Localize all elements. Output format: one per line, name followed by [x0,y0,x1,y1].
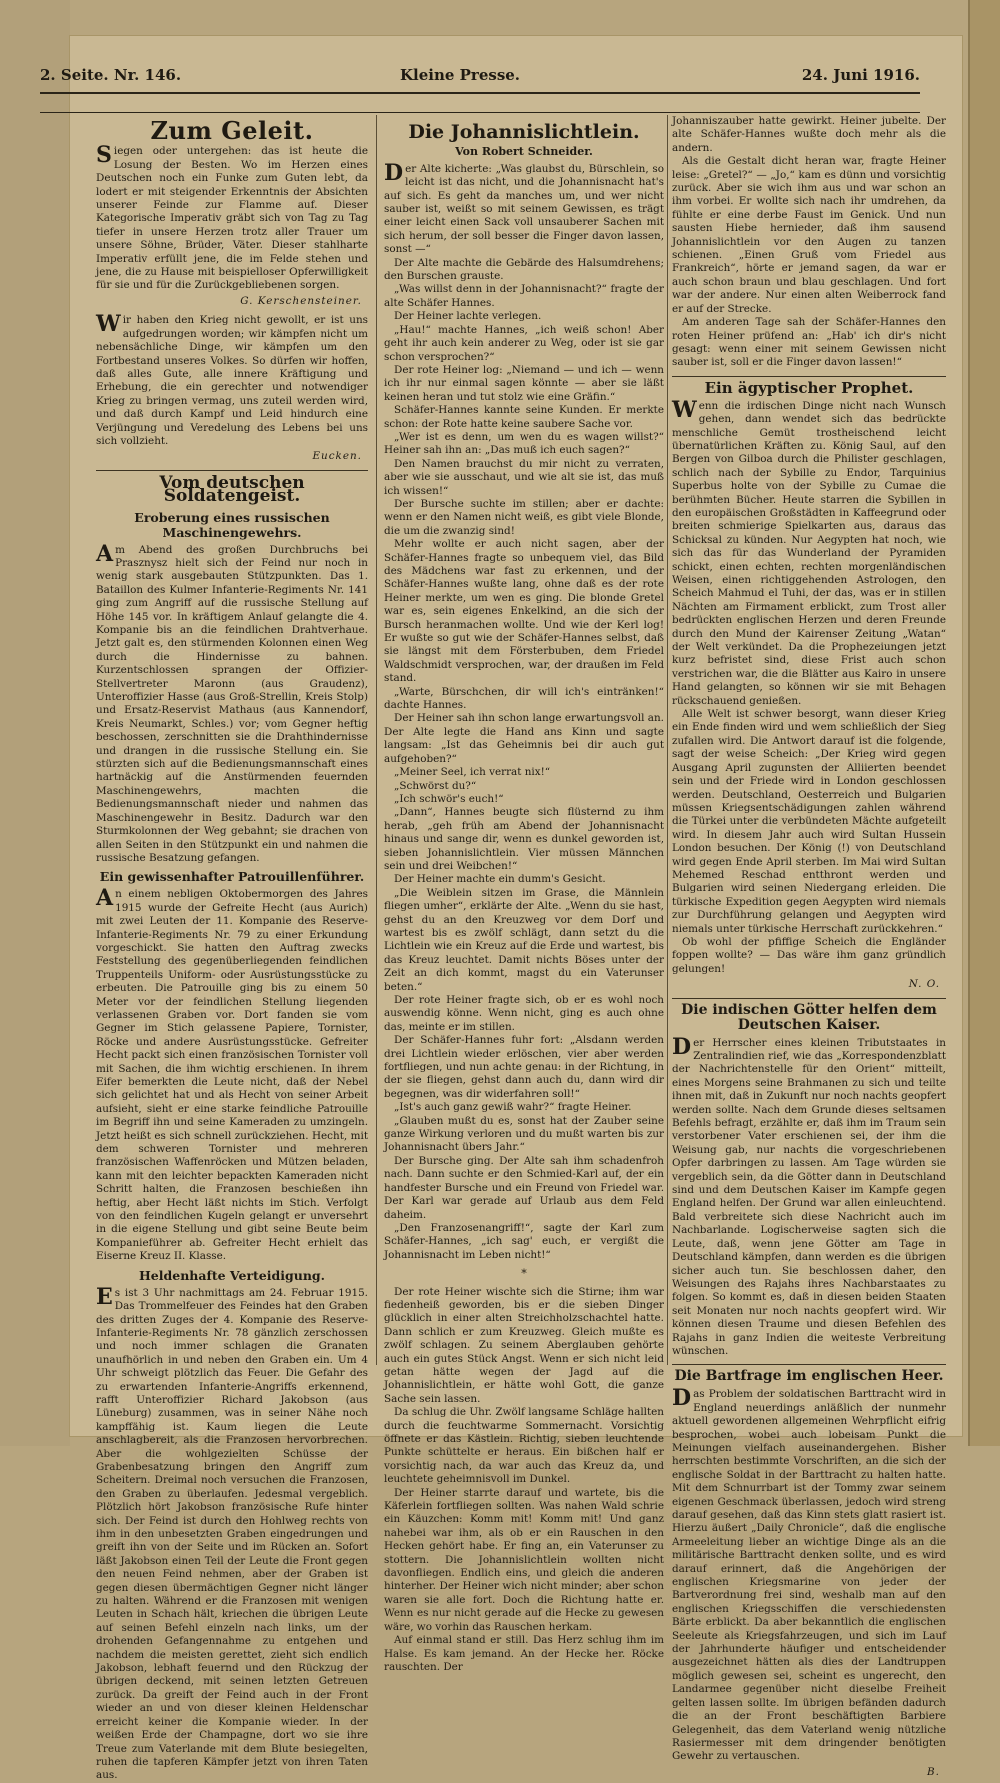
separator [672,376,946,377]
article-title-indische-goetter: Die indischen Götter helfen dem Deutschen Kaiser. [681,1001,937,1033]
paragraph: Am Abend des großen Durchbruchs bei Prasznysz hielt sich der Feind nur noch in wenig stark ausgebauten Stützpunkten. Das 1. Bataillon des Kulmer Infanterie-Regiments Nr. 141 ging zum Angriff auf die russische Stellung auf Höhe 145 vor. In kräftigem Anlauf gelangte die 4. Kompanie bis an die feindlichen Drahtverhaue. Jetzt galt es, den stürmenden Kolonnen einen Weg durch die Hindernisse zu bahnen. Kurzentschlossen sprangen der Offizier-Stellvertreter Maronn (aus Graudenz), Unteroffizier Hasse (aus Groß-Strellin, Kreis Stolp) und Ersatz-Reservist Mathaus (aus Kannendorf, Kreis Neumarkt, Schles.) vor; vom Gegner heftig beschossen, zerschnitten sie die Drahthindernisse und drangen in die russische Stellung ein. Sie stürzten sich auf die Bedienungsmannschaft eines hartnäckig auf die Anstürmenden feuernden Maschinengewehrs, machten die Bedienungsmannschaft nieder und nahmen das Maschinengewehr in Besitz. Dadurch war den Sturmkolonnen der Weg gebahnt; sie drachen von allen Seiten in den Stützpunkt ein und nahmen die russische Besatzung gefangen. [96,540,368,864]
signature: Eucken. [312,450,362,463]
column-1 [96,116,368,1782]
article-title-zum-geleit: Zum Geleit. [150,116,314,145]
section-star: * [521,1267,527,1281]
paragraph: „Den Franzosenangriff!“, sagte der Karl zum Schäfer-Hannes, „ich sag' euch, er vergißt die Johannisnacht im Leben nicht!“ [384,1221,664,1261]
subheading: Ein gewissenhafter Patrouillenführer. [99,869,365,885]
header-rule-1 [40,92,920,94]
paragraph: Der Schäfer-Hannes fuhr fort: „Alsdann werden drei Lichtlein wieder erlöschen, vier aber werden fortfliegen, und nun achte genau: in der Richtung, in der sie fliegen, gehst dann auch du, dann wird dir begegnen, was dir widerfahren soll!“ [384,1034,664,1100]
paragraph: Das Problem der soldatischen Barttracht wird in England neuerdings anläßlich der nunmehr aktuell gewordenen allgemeinen Wehrpflicht eifrig besprochen, wobei auch lobeisam Punkt die Meinungen vielfach auseinandergehen. Bisher herrschten bestimmte Vorschriften, an die sich der englische Soldat in der Barttracht zu halten hatte. Mit dem Schnurrbart ist der Tommy zwar seinem eigenen Geschmack überlassen, jedoch wird streng darauf gesehen, daß das Kinn stets glatt rasiert ist. Hierzu äußert „Daily Chronicle“, daß die englische Armeeleitung lieber an wichtige Dinge als an die militärische Barttracht denken sollte, und es wird darauf erinnert, daß die Angehörigen der englischen Kriegsmarine von jeder der Bartverordnung frei sind, weshalb man auf den englischen Kriegsschiffen die verschiedensten Bärte erblickt. Da aber bekanntlich die englischen Seeleute als Kriegsfahrzeugen, und sich im Lauf der Jahrhunderte häufiger und entscheidender ausgezeichnet hätten als dies der Landtruppen möglich gewesen sei, scheint es ungerecht, den Landarmee gegenüber nicht dieselbe Freiheit gelten lassen sollte. Im übrigen befänden dadurch die an der Front beschäftigten Barbiere Gelegenheit, das dem Vaterland wenig nützliche Rasiermesser mit dem dringender benötigten Gewehr zu vertauschen. [672,1385,946,1763]
paragraph: Johanniszauber hatte gewirkt. Heiner jubelte. Der alte Schäfer-Hannes wußte doch mehr als die andern. [672,115,946,154]
paragraph: Ob wohl der pfiffige Scheich die Engländer foppen wollte? — Das wäre ihm ganz gründlich gelungen! [672,935,946,975]
paragraph: Der Heiner lachte verlegen. [394,310,542,323]
paragraph: Den Namen brauchst du mir nicht zu verraten, aber wie sie ausschaut, und wie alt sie ist, das muß ich wissen!“ [384,457,664,497]
article-title-soldatengeist: Vom deutschen Soldatengeist. [159,472,305,507]
paragraph: Alle Welt ist schwer besorgt, wann dieser Krieg ein Ende finden wird und wem schließlich der Sieg zufallen wird. Die Antwort darauf ist die folgende, sagt der weise Scheich: „Der Krieg wird gegen Ausgang April zugunsten der Alliierten beendet sein und der Friede wird in London geschlossen werden. Deutschland, Oesterreich und Bulgarien müssen Kriegsentschädigungen zahlen während die Türkei unter die verbündeten Mächte aufgeteilt wird. In diesem Jahr auch wird Sultan Hussein London besuchen. Der König (!) von Deutschland wird gegen Ende April sterben. Im Mai wird Sultan Mehemed Reschad entthront werden und Bulgarien wird seinen Niedergang erleiden. Die türkische Expedition gegen Aegypten wird niemals zur Durchführung gelangen und Aegypten wird niemals unter türkische Herrschaft zurückkehren.“ [672,708,946,935]
paragraph: Der rote Heiner fragte sich, ob er es wohl noch auswendig könne. Wenn nicht, ging es auch ohne das, meinte er im stillen. [384,994,664,1033]
signature: G. Kerschensteiner. [240,294,362,307]
separator [672,998,946,999]
column-2 [384,120,664,1673]
column-divider-1 [376,115,377,1365]
page-header [40,66,920,92]
separator [672,1364,946,1365]
paragraph: Der Heiner machte ein dumm's Gesicht. [394,873,606,886]
article-title-prophet: Ein ägyptischer Prophet. [704,378,914,397]
article-title-johannislichtlein: Die Johannislichtlein. [408,121,640,143]
adjacent-page-edge [968,0,1000,1446]
paragraph: „Glauben mußt du es, sonst hat der Zauber seine ganze Wirkung verloren und du mußt warten bis zur Johannisnacht übers Jahr.“ [384,1114,664,1154]
paragraph: Wir haben den Krieg nicht gewollt, er ist uns aufgedrungen worden; wir kämpfen nicht um nebensächliche Dinge, wir kämpfen um den Fortbestand unseres Volkes. So dürfen wir hoffen, daß alles Gute, alle innere Kräftigung und Erhebung, die ein gerechter und notwendiger Krieg zu bringen vermag, uns zuteil werden wird, und daß durch Kampf und Leid hindurch eine Verjüngung und Veredelung des Lebens bei uns sich vollzieht. [96,311,368,447]
paragraph: „Dann“, Hannes beugte sich flüsternd zu ihm herab, „geh früh am Abend der Johannisnacht hinaus und sange dir, wenn es dunkel geworden ist, sieben Johannislichtlein. Vier müssen Männchen sein und drei Weibchen!“ [384,806,664,872]
paragraph: Siegen oder untergehen: das ist heute die Losung der Besten. Wo im Herzen eines Deutschen noch ein Funke zum Guten lebt, da lodert er mit steigender Erkenntnis der Absichten unserer Feinde zur Flamme auf. Dieser Kategorische Imperativ gräbt sich von Tag zu Tag tiefer in unsere Herzen trotz aller Trauer um unsere Söhne, Brüder, Väter. Dieser stahlharte Imperativ erfüllt jene, die im Felde stehen und jene, die zu Hause mit beispielloser Opferwilligkeit für sie und für die Zurückgebliebenen sorgen. [96,142,368,292]
scan-margin-left [0,0,70,1446]
paragraph: Am anderen Tage sah der Schäfer-Hannes den roten Heiner prüfend an: „Hab' ich dir's nicht gesagt: wenn einer mit seinem Gewissen nicht sauber ist, soll er die Finger davon lassen!“ [672,316,946,369]
paragraph: „Hau!“ machte Hannes, „ich weiß schon! Aber geht ihr auch kein anderer zu Weg, oder ist sie gar schon versprochen?“ [384,323,664,363]
paragraph: „Die Weiblein sitzen im Grase, die Männlein fliegen umher“, erklärte der Alte. „Wenn du sie hast, gehst du an den Kreuzweg vor dem Dorf und wartest bis es zwölf schlägt, dann setzt du die Lichtlein wie ein Kreuz auf die Erde und wartest, bis das Kreuz leuchtet. Damit nichts Böses unter der Zeit an dich kommt, magst du ein Vaterunser beten.“ [384,886,664,993]
paragraph: Mehr wollte er auch nicht sagen, aber der Schäfer-Hannes fragte so unbequem viel, das Bild des Mädchens war fast zu erkennen, und der Schäfer-Hannes wußte lang, ohne daß es der rote Heiner merkte, um wen es ging. Die blonde Gretel war es, sein eigenes Enkelkind, an die sich der Bursch heranmachen wollte. Und wie der Kerl log! Er wußte so gut wie der Schäfer-Hannes selbst, daß sie längst mit dem Försterbuben, dem Friedel Waldschmidt versprochen, war, der draußen im Feld stand. [384,538,664,685]
paragraph: „Was willst denn in der Johannisnacht?“ fragte der alte Schäfer Hannes. [384,283,664,309]
column-3 [672,115,946,1778]
paragraph: „Schwörst du?“ [394,779,477,792]
subheading: Eroberung eines russischen Maschinengewehrs. [134,509,330,540]
paragraph: Der rote Heiner wischte sich die Stirne; ihm war fiedenheiß geworden, bis er die sieben Dinger glücklich in einer alten Streichholzschachtel hatte. Dann schlich er zum Kreuzweg. Gleich mußte es zwölf schlagen. Zu seinem Aberglauben gehörte auch ein gutes Stück Angst. Wenn er sich nicht leid getan hätte wegen der Jagd auf die Johannislichtlein, er hätte wohl Gott, die ganze Sache sein lassen. [384,1285,664,1405]
paragraph: Es ist 3 Uhr nachmittags am 24. Februar 1915. Das Trommelfeuer des Feindes hat den Graben des dritten Zuges der 4. Kompanie des Reserve-Infanterie-Regiments Nr. 78 gänzlich zerschossen und noch immer schlagen die Granaten unaufhörlich in und neben den Graben ein. Um 4 Uhr schweigt plötzlich das Feuer. Die Gefahr des zu erwartenden Infanterie-Angriffs erkennend, rafft Unteroffizier Richard Jakobson (aus Lüneburg) zusammen, was in seiner Nähe noch kampffähig ist. Kaum liegen die Leute anschlagbereit, als die Franzosen hervorbrechen. Aber die wohlgezielten Schüsse der Grabenbesatzung bringen den Angriff zum Scheitern. Dreimal noch versuchen die Franzosen, den Graben zu überlaufen. Jedesmal vergeblich. Plötzlich hört Jakobson französische Rufe hinter sich. Der Feind ist durch den Hohlweg rechts von ihm in den unbesetzten Graben eingedrungen und greift ihn von der Seite und im Rücken an. Sofort läßt Jakobson einen Teil der Leute die Front gegen den neuen Feind nehmen, aber der Graben ist gegen diesen übermächtigen Gegner nicht länger zu halten. Während er die Franzosen mit wenigen Leuten in Schach hält, kriechen die übrigen Leute auf seinen Befehl einzeln nach links, um der drohenden Gefangennahme zu entgehen und nachdem die meisten gerettet, zieht sich endlich Jakobson, lebhaft feuernd und den Rückzug der übrigen deckend, mit seinen letzten Getreuen zurück. Da greift der Feind auch in der Front wieder an und von dieser kleinen Heldenschar erreicht keiner die Kompanie wieder. In der weißen Erde der Champagne, dort wo sie ihre Treue zum Vaterlande mit dem Blute besiegelten, ruhen die tapferen Kämpfer jetzt von ihren Taten aus. [96,1283,368,1782]
paragraph: Als die Gestalt dicht heran war, fragte Heiner leise: „Gretel?“ — „Jo,“ kam es dünn und vorsichtig zurück. Aber sie wich ihm aus und war schon an ihm vorbei. Er wollte sich nach ihr umdrehen, da fühlte er eine derbe Faust im Genick. Und nun sausten Hiebe hernieder, daß ihm sausend Johannislichtlein vor den Augen zu tanzen schienen. „Einen Gruß vom Friedel aus Frankreich“, hörte er jemand sagen, da war er auch schon braun und blau geschlagen. Und fort war der andere. Nur einen alten Weiberrock fand er auf der Strecke. [672,155,946,315]
paragraph: „Ich schwör's euch!“ [394,792,504,805]
signature: N. O. [908,978,940,991]
paragraph: Wenn die irdischen Dinge nicht nach Wunsch gehen, dann wendet sich das bedrückte menschliche Gemüt trostheischend leicht übernatürlichen Kräften zu. König Saul, auf den Bergen von Gilboa durch die Philister geschlagen, schlich nach der Sybille zu Endor, Tarquinius Superbus holte von der Sybille zu Cumae die berühmten Bücher. Heute starren die Sybillen in den europäischen Großstädten in Kaffeegrund oder breiten schmierige Spielkarten aus, daraus das Schicksal zu künden. Nur Aegypten hat noch, wie sich das für das Wunderland der Pyramiden schickt, einen echten, rechten morgenländischen Weisen, einen richtiggehenden Astrologen, den Scheich Mahmud el Tuhi, der das, was er in stillen Nächten am Firmament erblickt, zum Trost aller bedrückten englischen Herzen und deren Freunde durch den Mund der Kairenser Zeitung „Watan“ der Welt verkündet. Da die Prophezeiungen jetzt kurz befristet sind, diese Frist auch schon verstrichen war, die die Blätter aus Kairo in unsere Hand gelangten, so können wir sie mit Behagen rückschauend genießen. [672,396,946,707]
header-page-number: 2. Seite. Nr. 146. [40,66,182,84]
paragraph: „Meiner Seel, ich verrat nix!“ [394,766,551,779]
paragraph: Der rote Heiner log: „Niemand — und ich — wenn ich ihr nur einmal sagen könnte — aber sie läßt keinen heran und tut stolz wie eine Gräfin.“ [384,363,664,403]
column-divider-2 [667,115,668,1365]
paragraph: Der Heiner starrte darauf und wartete, bis die Käferlein fortfliegen sollten. Was nahen Wald schrie ein Käuzchen: Komm mit! Komm mit! Und ganz nahebei war ihm, als ob er ein Rauschen in den Hecken gehört habe. Er fing an, ein Vaterunser zu stottern. Die Johannislichtlein wollten nicht davonfliegen. Endlich eins, und gleich die anderen hinterher. Der Heiner wich nicht minder; aber schon waren sie alle fort. Doch die Richtung hatte er. Wenn es nur nicht gerade auf die Hecke zu gewesen wäre, wo vorhin das Rauschen herkam. [384,1486,664,1633]
paragraph: „Wer ist es denn, um wen du es wagen willst?“ Heiner sah ihn an: „Das muß ich euch sagen?“ [384,430,664,457]
article-title-bartfrage: Die Bartfrage im englischen Heer. [674,1368,944,1385]
paragraph: Auf einmal stand er still. Das Herz schlug ihm im Halse. Es kam jemand. An der Hecke her. Röcke rauschten. Der [384,1634,664,1673]
paragraph: Der Alte machte die Gebärde des Halsumdrehens; den Burschen grauste. [384,256,664,283]
paragraph: Schäfer-Hannes kannte seine Kunden. Er merkte schon: der Rote hatte keine saubere Sache vor. [384,404,664,430]
header-rule-2 [40,112,920,113]
paragraph: Der Alte kicherte: „Was glaubst du, Bürschlein, so leicht ist das nicht, und die Johannisnacht hat's auf sich. Es geht da manches um, und wer nicht sauber ist, weißt so mit seinem Gewissen, es trägt einer leicht einen Sack voll unsauberer Sachen mit sich herum, der soll besser die Finger davon lassen, sonst —“ [384,159,664,256]
article-author: Von Robert Schneider. [455,145,593,159]
paragraph: Da schlug die Uhr. Zwölf langsame Schläge hallten durch die feuchtwarme Sommernacht. Vorsichtig öffnete er das Kästlein. Richtig, sieben leuchtende Punkte schüttelte er heraus. Ein bißchen half er vorsichtig nach, da war auch das Kreuz da, und leuchtete geheimnisvoll im Dunkel. [384,1406,664,1486]
header-paper-title: Kleine Presse. [400,66,521,84]
paragraph: „Ist's auch ganz gewiß wahr?“ fragte Heiner. [394,1101,632,1114]
subheading: Heldenhafte Verteidigung. [139,1267,325,1283]
paragraph: „Warte, Bürschchen, dir will ich's eintränken!“ dachte Hannes. [384,685,664,712]
header-date: 24. Juni 1916. [801,66,920,84]
signature: B. [927,1765,940,1778]
paragraph: An einem nebligen Oktobermorgen des Jahres 1915 wurde der Gefreite Hecht (aus Aurich) mit zwei Leuten der 11. Kompanie des Reserve-Infanterie-Regiments Nr. 79 zu einer Erkundung vorgeschickt. Sie hatten den Auftrag zwecks Feststellung des gegenüberliegenden feindlichen Truppenteils Uniform- oder Ausrüstungsstücke zu erbeuten. Die Patrouille ging bis zu einem 50 Meter vor der feindlichen Stellung liegenden verlassenen Graben vor. Dort fanden sie vom Gegner im Stich gelassene Papiere, Tornister, Röcke und andere Ausrüstungsstücke. Gefreiter Hecht packt sich einen französischen Tornister voll mit Sachen, die ihm wichtig erschienen. In ihrem Eifer bemerkten die Leute nicht, daß der Nebel sich gelichtet hat und als Hecht von seiner Arbeit aufsieht, sieht er eine starke feindliche Patrouille im Begriff ihn und seine Kameraden zu umzingeln. Jetzt heißt es sich schnell zurückziehen. Hecht, mit dem schweren Tornister und mehreren französischen Waffenröcken und Mützen beladen, kann mit den leichter bepackten Kameraden nicht Schritt halten, die Franzosen beschießen ihn heftig, aber Hecht läßt nichts im Stich. Verfolgt von den feindlichen Kugeln gelangt er unversehrt in die eigene Stellung und gibt seine Beute beim Kompanieführer ab. Gefreiter Hecht erhielt das Eiserne Kreuz II. Klasse. [96,885,368,1263]
paragraph: Der Bursche ging. Der Alte sah ihm schadenfroh nach. Dann suchte er den Schmied-Karl auf, der ein handfester Bursche und ein Freund von Friedel war. Der Karl war gerade auf Urlaub aus dem Feld daheim. [384,1154,664,1221]
paragraph: Der Heiner sah ihn schon lange erwartungsvoll an. Der Alte legte die Hand ans Kinn und sagte langsam: „Ist das Geheimnis bei dir auch gut aufgehoben?“ [384,712,664,765]
separator [96,470,368,471]
paragraph: Der Bursche suchte im stillen; aber er dachte: wenn er den Namen nicht weiß, es gibt viele Blonde, die um die zwanzig sind! [384,497,664,537]
paragraph: Der Herrscher eines kleinen Tributstaates in Zentralindien rief, wie das „Korrespondenzblatt der Nachrichtenstelle für den Orient“ mitteilt, eines Morgens seine Brahmanen zu sich und teilte ihnen mit, daß in Zukunft nur noch nachts geopfert werden sollte. Nach dem Grunde dieses seltsamen Befehls befragt, erzählte er, daß ihm im Traum sein verstorbener Vater erschienen sei, der ihm die Weisung gab, nur nachts die vorgeschriebenen Opfer darbringen zu lassen. Am Tage würden sie vergeblich sein, da die Götter dann in Deutschland sind und dem Deutschen Kaiser im Kampfe gegen England helfen. Der Grund war allen einleuchtend. Bald verbreitete sich diese Nachricht auch im Nachbarlande. Logischerweise sagten sich die Leute, daß, wenn jene Götter am Tage in Deutschland kämpfen, dann werden es die übrigen sicher auch tun. Sie beschlossen daher, den Weisungen des Rajahs ihres Nachbarstaates zu folgen. So kommt es, daß in diesen beiden Staaten seit Monaten nur noch nachts geopfert wird. Wir können diesen Traume und diesen Befehlen des Rajahs in ganz Indien die weiteste Verbreitung wünschen. [672,1033,946,1357]
